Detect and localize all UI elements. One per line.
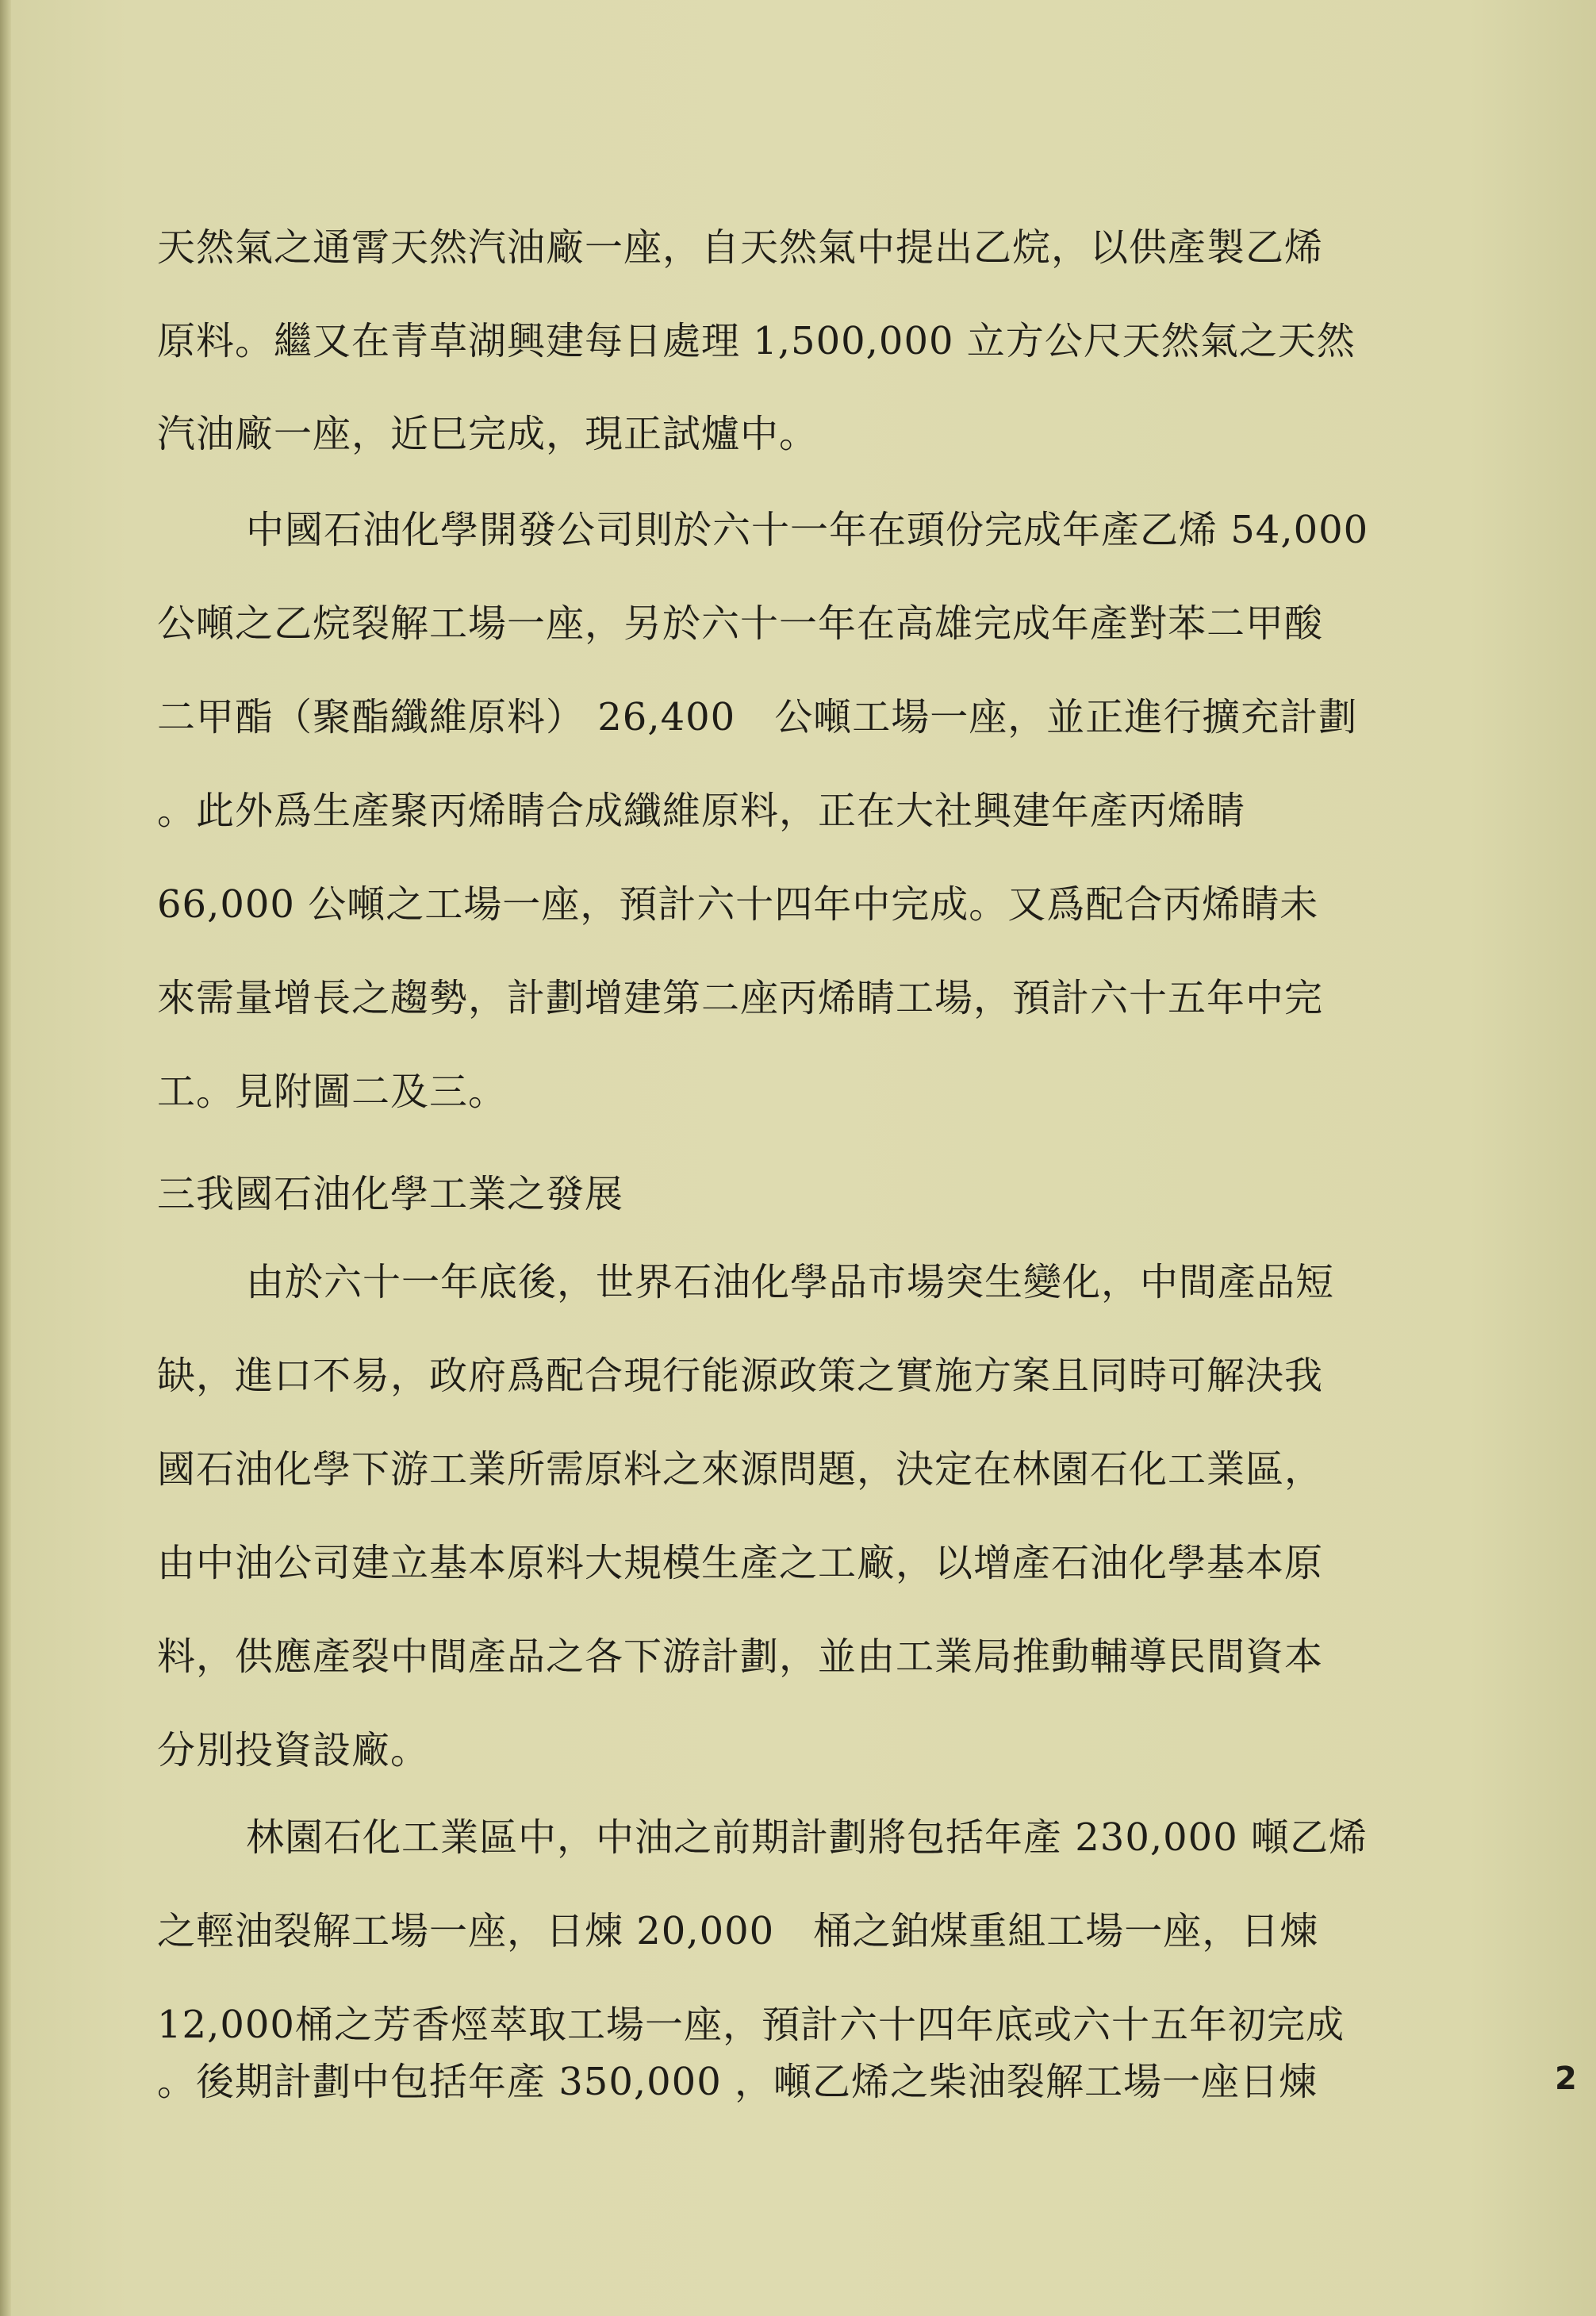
text-line-13: 缺，進口不易，政府爲配合現行能源政策之實施方案且同時可解決我 bbox=[157, 1354, 1324, 1398]
section-heading: 三我國石油化學工業之發展 bbox=[157, 1172, 624, 1216]
text-line-20: 12,000桶之芳香烴萃取工場一座，預計六十四年底或六十五年初完成 bbox=[157, 2003, 1345, 2047]
text-line-4: 中國石油化學開發公司則於六十一年在頭份完成年產乙烯 54,000 bbox=[246, 508, 1369, 552]
text-line-10: 工。見附圖二及三。 bbox=[157, 1070, 508, 1114]
text-line-6: 二甲酯（聚酯纖維原料） 26,400 公噸工場一座，並正進行擴充計劃 bbox=[157, 695, 1358, 739]
text-line-18: 林園石化工業區中，中油之前期計劃將包括年產 230,000 噸乙烯 bbox=[246, 1815, 1368, 1860]
text-line-16: 料，供應產裂中間產品之各下游計劃，並由工業局推動輔導民間資本 bbox=[157, 1634, 1324, 1679]
text-line-9: 來需量增長之趨勢，計劃增建第二座丙烯睛工場，預計六十五年中完 bbox=[157, 976, 1324, 1020]
text-line-2: 原料。繼又在青草湖興建每日處理 1,500,000 立方公尺天然氣之天然 bbox=[157, 319, 1356, 363]
text-line-19: 之輕油裂解工場一座，日煉 20,000 桶之鉑煤重組工場一座，日煉 bbox=[157, 1909, 1319, 1953]
text-line-14: 國石油化學下游工業所需原料之來源問題，決定在林園石化工業區， bbox=[157, 1447, 1324, 1492]
text-line-1: 天然氣之通霄天然汽油廠一座，自天然氣中提出乙烷，以供產製乙烯 bbox=[157, 225, 1324, 270]
text-line-5: 公噸之乙烷裂解工場一座，另於六十一年在高雄完成年產對苯二甲酸 bbox=[157, 601, 1324, 646]
text-line-7: 。此外爲生產聚丙烯睛合成纖維原料，正在大社興建年產丙烯睛 bbox=[157, 789, 1246, 833]
text-line-3: 汽油廠一座，近巳完成，現正試爐中。 bbox=[157, 412, 819, 456]
text-line-15: 由中油公司建立基本原料大規模生產之工廠，以增產石油化學基本原 bbox=[157, 1541, 1324, 1585]
page-number: 2 bbox=[1555, 2061, 1577, 2097]
page-spine-shadow bbox=[0, 0, 11, 2316]
text-line-8: 66,000 公噸之工場一座，預計六十四年中完成。又爲配合丙烯睛未 bbox=[157, 882, 1319, 927]
text-line-12: 由於六十一年底後，世界石油化學品市場突生變化，中間產品短 bbox=[246, 1260, 1335, 1304]
text-line-17: 分別投資設廠。 bbox=[157, 1728, 430, 1773]
text-line-21: 。後期計劃中包括年產 350,000 ，噸乙烯之柴油裂解工場一座日煉 bbox=[157, 2060, 1318, 2104]
